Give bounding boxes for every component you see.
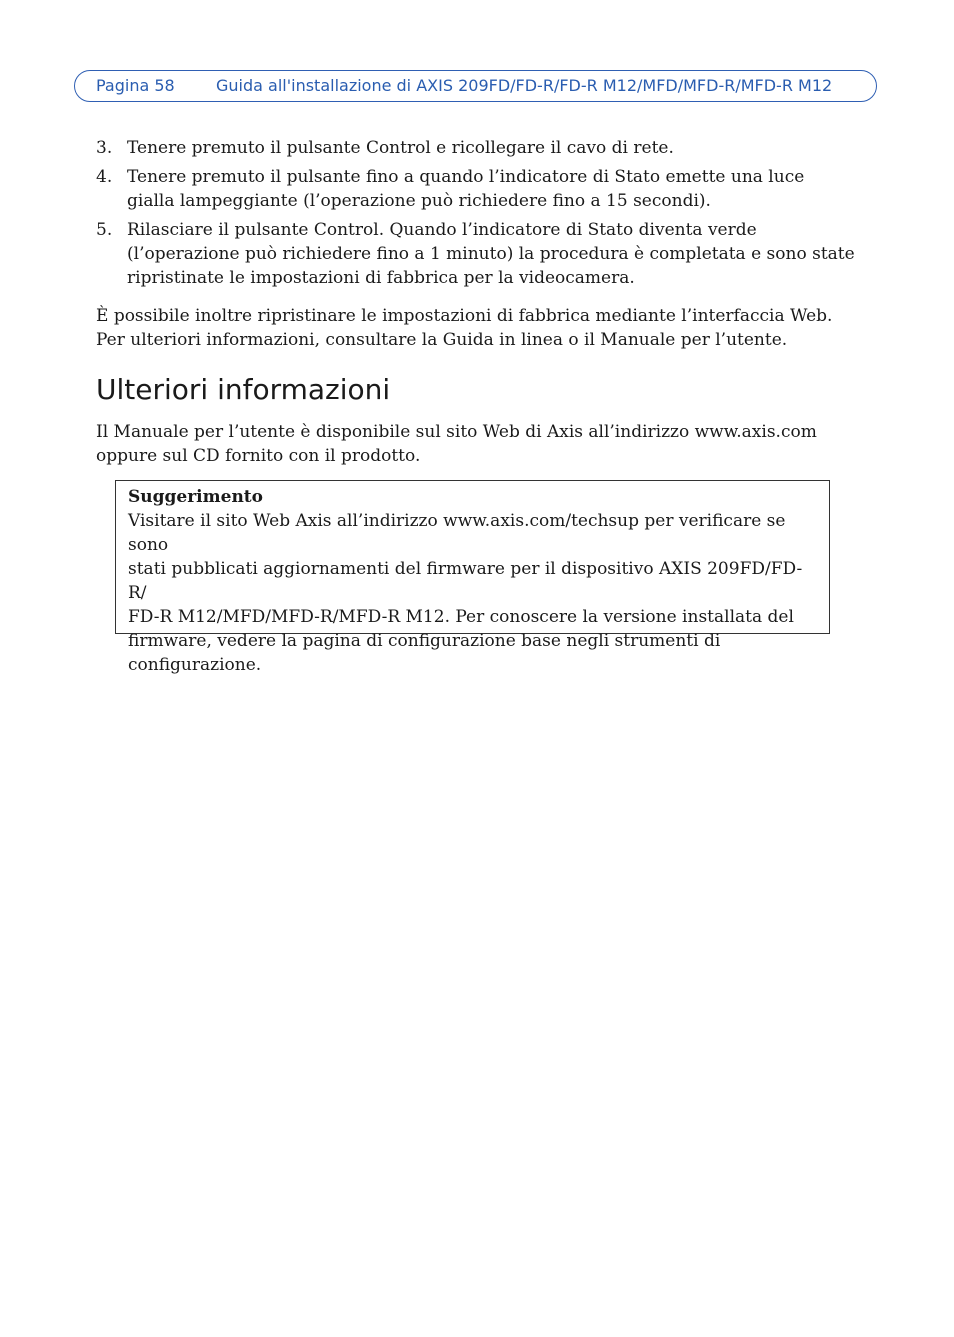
page-header [74,70,877,102]
step-item [96,218,856,290]
step-item [96,136,856,160]
tip-line: configurazione. [128,655,262,675]
step-number: 3. [96,138,113,158]
section-heading: Ulteriori informazioni [96,373,391,406]
manual-paragraph: Il Manuale per l’utente è disponibile sul sito Web di Axis all’indirizzo www.axis.com oppure sul CD fornito con il prodotto. [96,422,817,466]
tip-line: Visitare il sito Web Axis all’indirizzo www.axis.com/techsup per verificare se sono [128,511,786,555]
step-item [96,165,856,213]
web-reset-paragraph: È possibile inoltre ripristinare le impostazioni di fabbrica mediante l’interfaccia Web. Per ulteriori informazioni, consultare la Guida in linea o il Manuale per l’utente. [96,306,833,350]
document-title: Guida all'installazione di AXIS 209FD/FD-R/FD-R M12/MFD/MFD-R/MFD-R M12 [216,76,833,95]
step-number: 5. [96,220,113,240]
step-text: Rilasciare il pulsante Control. Quando l’indicatore di Stato diventa verde (l’operazione può richiedere fino a 1 minuto) la procedura è completata e sono state ripristinate le impostazioni di fabbrica per la videocamera. [127,220,855,288]
page-number: Pagina 58 [96,76,175,95]
tip-box [115,480,830,675]
tip-line: firmware, vedere la pagina di configurazione base negli strumenti di [128,631,721,651]
procedure-steps [96,136,856,295]
step-text: Tenere premuto il pulsante Control e ricollegare il cavo di rete. [127,138,674,158]
tip-line: FD-R M12/MFD/MFD-R/MFD-R M12. Per conoscere la versione installata del [128,607,794,627]
tip-title: Suggerimento [128,487,263,507]
step-number: 4. [96,167,113,187]
step-text: Tenere premuto il pulsante fino a quando l’indicatore di Stato emette una luce gialla lampeggiante (l’operazione può richiedere fino a 15 secondi). [127,167,805,211]
tip-line: stati pubblicati aggiornamenti del firmware per il dispositivo AXIS 209FD/FD-R/ [128,559,803,603]
